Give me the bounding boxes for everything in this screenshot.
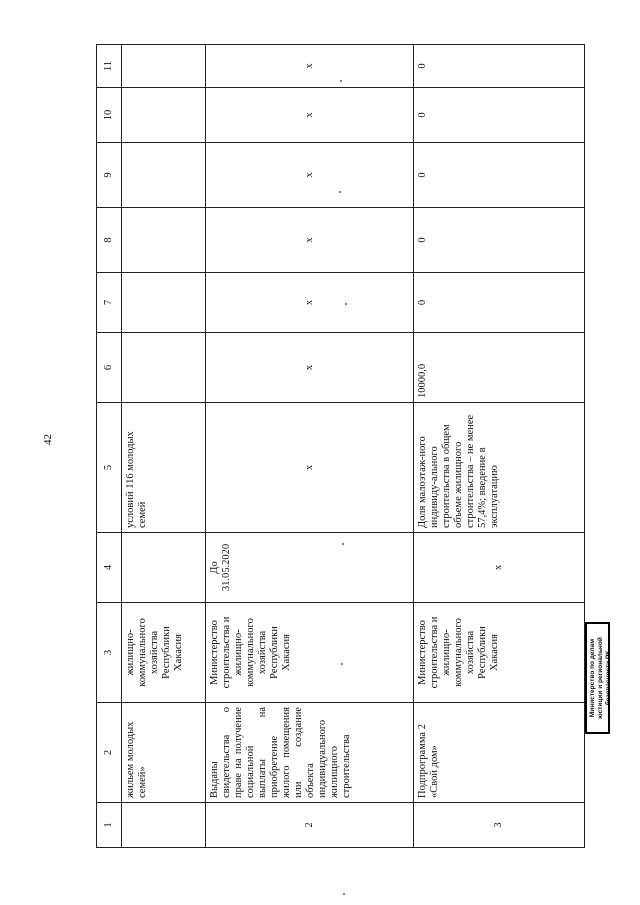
header-cell: 3	[97, 603, 122, 703]
value-cell: x	[206, 143, 414, 208]
value-cell	[122, 273, 206, 333]
header-cell: 4	[97, 533, 122, 603]
value-cell: x	[206, 273, 414, 333]
header-cell: 10	[97, 88, 122, 143]
header-cell: 6	[97, 333, 122, 403]
registration-stamp	[585, 622, 610, 734]
value-cell	[122, 45, 206, 88]
stamp-line: безопасности РК	[605, 650, 612, 706]
result-cell: x	[206, 403, 414, 533]
value-cell: 0	[414, 143, 585, 208]
header-cell: 8	[97, 208, 122, 273]
value-cell	[122, 143, 206, 208]
header-cell: 1	[97, 803, 122, 848]
value-cell: x	[206, 45, 414, 88]
stamp-line: юстиции и региональной	[597, 637, 604, 719]
value-cell	[122, 208, 206, 273]
executor-cell: жилищно-коммунального хозяйства Республики Хакасия	[122, 603, 206, 703]
value-cell: 0	[414, 273, 585, 333]
event-name-cell: Подпрограмма 2 «Свой дом»	[414, 703, 585, 803]
deadline-cell: x	[414, 533, 585, 603]
scan-speck	[339, 191, 341, 193]
header-cell: 5	[97, 403, 122, 533]
value-cell	[122, 88, 206, 143]
row-number: 2	[206, 803, 414, 848]
header-cell: 2	[97, 703, 122, 803]
row-number: 3	[414, 803, 585, 848]
deadline-cell: До 31.05.2020	[206, 533, 414, 603]
stamp-line: Министерство по делам	[589, 638, 596, 718]
value-cell: 0	[414, 45, 585, 88]
scan-speck	[343, 893, 345, 895]
executor-cell: Министерство строительства и жилищно-коммунального хозяйства Республики Хакасия	[414, 603, 585, 703]
table-row	[206, 45, 414, 848]
scan-speck	[342, 543, 344, 545]
value-cell: 10000,0	[414, 333, 585, 403]
value-cell: 0	[414, 88, 585, 143]
header-cell: 11	[97, 45, 122, 88]
scan-speck	[345, 303, 347, 305]
value-cell: 0	[414, 208, 585, 273]
program-table	[96, 44, 585, 848]
header-cell: 7	[97, 273, 122, 333]
row-number	[122, 803, 206, 848]
scan-speck	[341, 663, 343, 665]
result-cell: Доля малоэтаж-ного индивиду-ального строительства в общем объеме жилищного строительства – не менее 57,4%; введение в эксплуатацию	[414, 403, 585, 533]
value-cell: x	[206, 333, 414, 403]
table-row	[122, 45, 206, 848]
event-name-cell: жильем молодых семей»	[122, 703, 206, 803]
scan-speck	[340, 80, 342, 82]
event-name-cell: Выданы свидетельства о праве на получение социальной выплаты на приобретение жилого помещения или создание объекта индивидуального жилищного строительства	[206, 703, 414, 803]
page-number: 42	[42, 434, 54, 445]
header-cell: 9	[97, 143, 122, 208]
table-row	[414, 45, 585, 848]
value-cell	[122, 333, 206, 403]
value-cell: x	[206, 208, 414, 273]
rotated-table-container	[96, 45, 584, 848]
executor-cell: Министерство строительства и жилищно-коммунального хозяйства Республики Хакасия	[206, 603, 414, 703]
value-cell: x	[206, 88, 414, 143]
result-cell: условий 116 молодых семей	[122, 403, 206, 533]
deadline-cell	[122, 533, 206, 603]
table-header-row	[97, 45, 122, 848]
